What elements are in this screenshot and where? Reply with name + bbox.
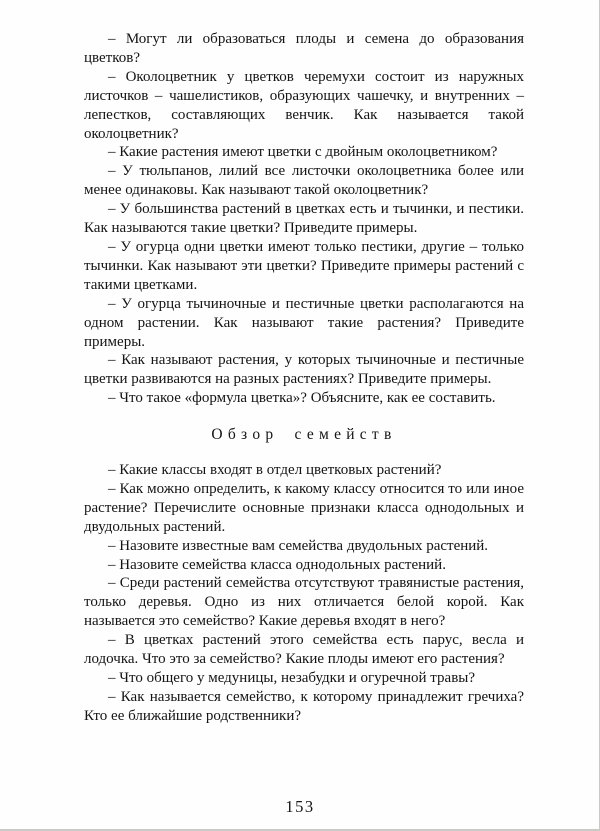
question-paragraph: – Среди растений семейства отсутствуют травянистые растения, только деревья. Одно из них отличается белой корой. Как называется это семейство? Какие деревья входят в него?: [84, 575, 524, 630]
question-paragraph: – Назовите семейства класса однодольных растений.: [108, 556, 446, 573]
question-paragraph: – Как можно определить, к какому классу относится то или иное растение? Перечислите основные признаки класса однодольных и двудольных растений.: [84, 480, 524, 535]
questions-block-families-review: [84, 461, 524, 726]
questions-block-flower-review: [84, 30, 524, 408]
question-paragraph: – Как называют растения, у которых тычиночные и пестичные цветки развиваются на разных растениях? Приведите примеры.: [84, 352, 524, 388]
question-paragraph: – Какие классы входят в отдел цветковых растений?: [108, 462, 442, 479]
question-paragraph: – Какие растения имеют цветки с двойным околоцветником?: [108, 144, 498, 161]
page-number: 153: [285, 797, 315, 817]
question-paragraph: – Что общего у медуницы, незабудки и огуречной травы?: [108, 670, 476, 686]
question-paragraph: – У огурца одни цветки имеют только пестики, другие – только тычинки. Как называют эти цветки? Приведите примеры растений с такими цветками.: [84, 238, 524, 293]
question-paragraph: – Околоцветник у цветков черемухи состоит из наружных листочков – чашелистиков, образующих чашечку, и внутренних – лепестков, составляющих венчик. Как называется такой околоцветник?: [84, 68, 524, 142]
question-paragraph: – У огурца тычиночные и пестичные цветки располагаются на одном растении. Как называют такие растения? Приведите примеры.: [84, 295, 524, 350]
section-heading: Обзор семейств: [211, 426, 397, 444]
question-paragraph: – В цветках растений этого семейства есть парус, весла и лодочка. Что это за семейство? Какие плоды имеют его растения?: [84, 632, 524, 668]
question-paragraph: – Как называется семейство, к которому принадлежит гречиха? Кто ее ближайшие родственники?: [84, 688, 524, 724]
question-paragraph: – У большинства растений в цветках есть и тычинки, и пестики. Как называются такие цветки? Приведите примеры.: [84, 201, 524, 237]
question-paragraph: – У тюльпанов, лилий все листочки околоцветника более или менее одинаковы. Как называют такой околоцветник?: [84, 163, 524, 199]
question-paragraph: – Назовите известные вам семейства двудольных растений.: [108, 537, 489, 554]
question-paragraph: – Что такое «формула цветка»? Объясните, как ее составить.: [108, 390, 496, 407]
question-paragraph: – Могут ли образоваться плоды и семена до образования цветков?: [84, 31, 524, 66]
